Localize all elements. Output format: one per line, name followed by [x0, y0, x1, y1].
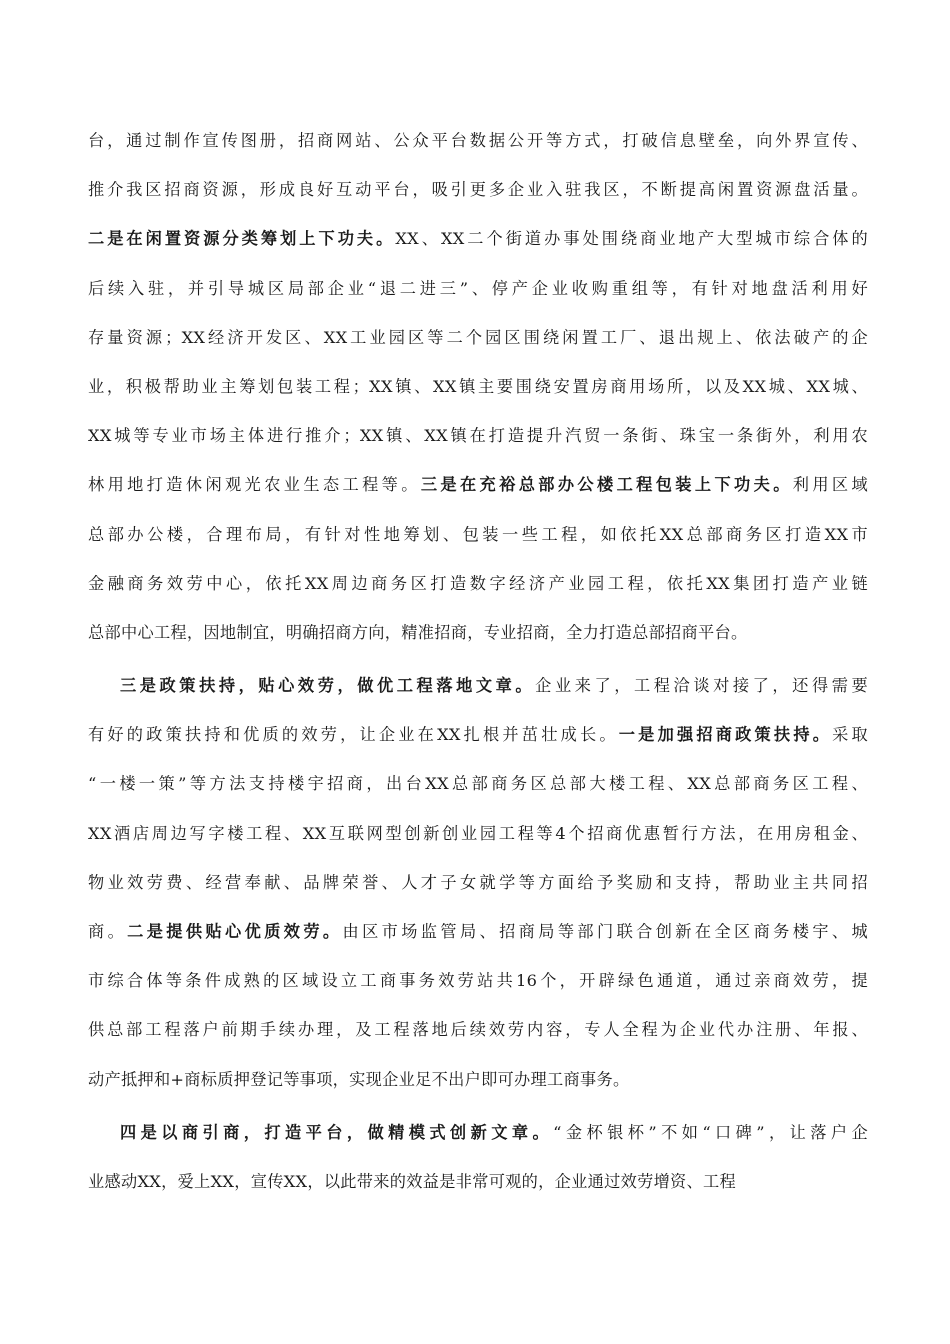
text-line [88, 1055, 868, 1104]
body-text: XX、XX二个街道办事处围绕商业地产大型城市综合体的 [395, 229, 868, 249]
body-text: 由区市场监管局、招商局等部门联合创新在全区商务楼宇、城 [342, 922, 868, 941]
body-text: 企业来了，工程洽谈对接了，还得需要 [535, 676, 868, 696]
body-text: “金杯银杯”不如“口碑”，让落户企 [553, 1122, 868, 1142]
text-line [88, 710, 868, 759]
text-line [88, 165, 868, 214]
text-line [88, 214, 868, 263]
text-line [88, 956, 868, 1005]
body-text: XX酒店周边写字楼工程、XX互联网型创新创业园工程等4个招商优惠暂行方法，在用房租金、 [88, 823, 868, 843]
body-text: 林用地打造休闲观光农业生态工程等。 [88, 475, 421, 495]
body-text: 推介我区招商资源，形成良好互动平台，吸引更多企业入驻我区，不断提高闲置资源盘活量。 [88, 180, 868, 200]
body-text: XX城等专业市场主体进行推介；XX镇、XX镇在打造提升汽贸一条街、珠宝一条街外，利用农 [88, 426, 868, 446]
bold-heading-text: 二是在闲置资源分类筹划上下功夫。 [88, 229, 396, 249]
text-line [88, 661, 868, 710]
body-text: “一楼一策”等方法支持楼宇招商，出台XX总部商务区总部大楼工程、XX总部商务区工程、 [88, 774, 868, 794]
text-line [88, 1108, 868, 1157]
bold-heading-text: 四是以商引商，打造平台，做精模式创新文章。 [120, 1122, 554, 1142]
text-line [88, 460, 868, 509]
body-text: 存量资源；XX经济开发区、XX工业园区等二个园区围绕闲置工厂、退出规上、依法破产的企 [88, 327, 868, 347]
body-text: 业感动XX，爱上XX，宣传XX，以此带来的效益是非常可观的，企业通过效劳增资、工程 [88, 1171, 737, 1191]
bold-heading-text: 三是在充裕总部办公楼工程包装上下功夫。 [420, 475, 793, 495]
body-text: 商。 [88, 922, 128, 941]
body-text: 动产抵押和+商标质押登记等事项，实现企业足不出户即可办理工商事务。 [88, 1069, 630, 1089]
text-line [88, 510, 868, 559]
text-line [88, 1157, 868, 1206]
paragraph [88, 116, 868, 657]
text-line [88, 116, 868, 165]
body-text: 总部中心工程，因地制宜，明确招商方向，精准招商，专业招商，全力打造总部招商平台。 [88, 622, 748, 642]
text-line [88, 608, 868, 657]
text-line [88, 362, 868, 411]
text-line [88, 313, 868, 362]
text-line [88, 559, 868, 608]
body-text: 台，通过制作宣传图册，招商网站、公众平台数据公开等方式，打破信息壁垒，向外界宣传、 [88, 131, 868, 150]
text-line [88, 411, 868, 460]
text-line [88, 809, 868, 858]
body-text: 有好的政策扶持和优质的效劳，让企业在XX扎根并茁壮成长。 [88, 725, 619, 745]
bold-heading-text: 二是提供贴心优质效劳。 [127, 922, 343, 941]
body-text: 采取 [832, 725, 868, 745]
body-text: 总部办公楼，合理布局，有针对性地筹划、包装一些工程，如依托XX总部商务区打造XX市 [88, 524, 868, 544]
bold-heading-text: 三是政策扶持，贴心效劳，做优工程落地文章。 [120, 676, 536, 696]
body-text: 供总部工程落户前期手续办理，及工程落地后续效劳内容，专人全程为企业代办注册、年报、 [88, 1020, 868, 1040]
text-line [88, 264, 868, 313]
body-text: 利用区域 [792, 475, 868, 495]
text-line [88, 759, 868, 808]
text-line [88, 907, 868, 956]
paragraph [88, 1108, 868, 1206]
bold-heading-text: 一是加强招商政策扶持。 [618, 725, 833, 745]
body-text: 市综合体等条件成熟的区域设立工商事务效劳站共16个，开辟绿色通道，通过亲商效劳，提 [88, 971, 868, 991]
body-text: 业，积极帮助业主筹划包装工程；XX镇、XX镇主要围绕安置房商用场所，以及XX城、XX城、 [88, 376, 868, 396]
document-page [88, 116, 868, 1206]
text-line [88, 1005, 868, 1054]
body-text: 物业效劳费、经营奉献、品牌荣誉、人才子女就学等方面给予奖励和支持，帮助业主共同招 [88, 872, 868, 892]
paragraph [88, 661, 868, 1104]
text-line [88, 858, 868, 907]
body-text: 金融商务效劳中心，依托XX周边商务区打造数字经济产业园工程，依托XX集团打造产业链 [88, 573, 868, 593]
body-text: 后续入驻，并引导城区局部企业“退二进三”、停产企业收购重组等，有针对地盘活利用好 [88, 278, 868, 298]
